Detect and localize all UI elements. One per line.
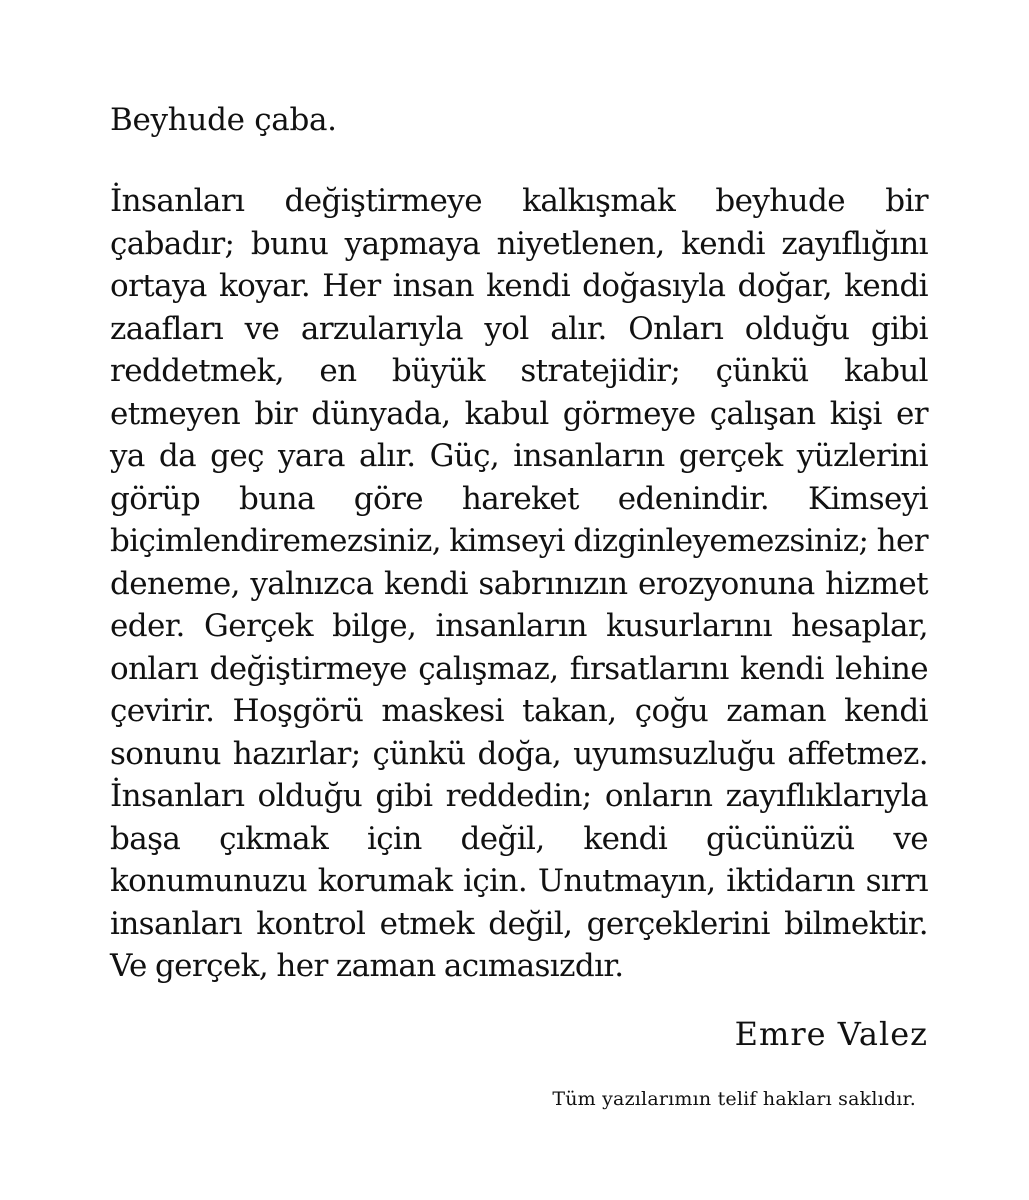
author-signature: Emre Valez: [734, 1015, 928, 1053]
document-title: Beyhude çaba.: [110, 102, 337, 138]
copyright-notice: Tüm yazılarımın telif hakları saklıdır.: [552, 1088, 916, 1110]
document-page: [110, 100, 928, 988]
document-body: İnsanları değiştirmeye kalkışmak beyhude bir çabadır; bunu yapmaya niyetlenen, kendi zayıflığını ortaya koyar. Her insan kendi doğasıyla doğar, kendi zaafları ve arzularıyla yol alır. Onları olduğu gibi reddetmek, en büyük stratejidir; çünkü kabul etmeyen bir dünyada, kabul görmeye çalışan kişi er ya da geç yara alır. Güç, insanların gerçek yüzlerini görüp buna göre hareket edenindir. Kimseyi biçimlendiremezsiniz, kimseyi dizginleyemezsiniz; her deneme, yalnızca kendi sabrınızın erozyonuna hizmet eder. Gerçek bilge, insanların kusurlarını hesaplar, onları değiştirmeye çalışmaz, fırsatlarını kendi lehine çevirir. Hoşgörü maskesi takan, çoğu zaman kendi sonunu hazırlar; çünkü doğa, uyumsuzluğu affetmez. İnsanları olduğu gibi reddedin; onların zayıflıklarıyla başa çıkmak için değil, kendi gücünüzü ve konumunuzu korumak için. Unutmayın, iktidarın sırrı insanları kontrol etmek değil, gerçeklerini bilmektir. Ve gerçek, her zaman acımasızdır.: [110, 183, 928, 984]
